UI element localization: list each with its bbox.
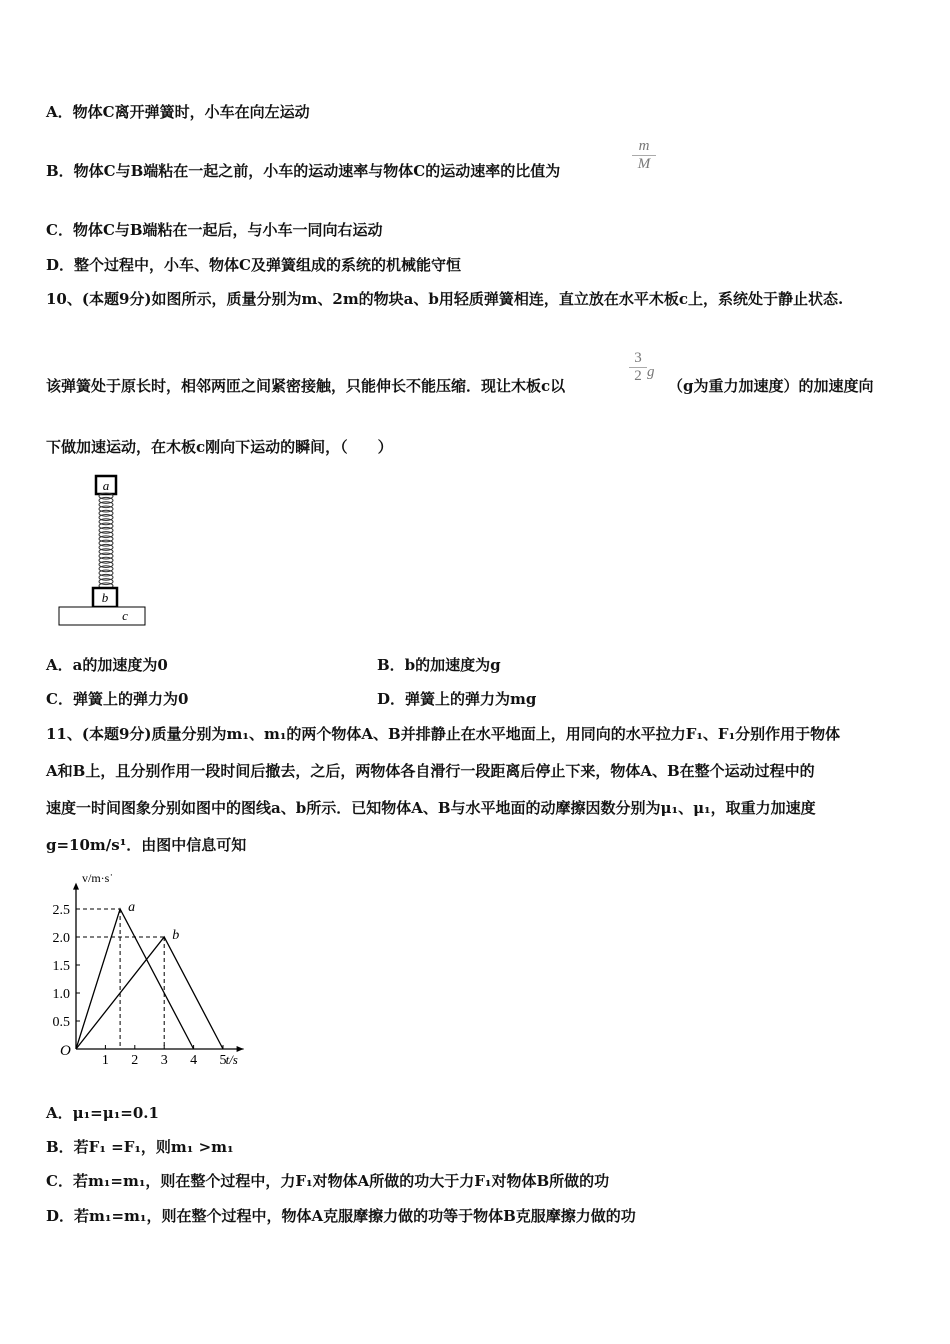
y-tick-label: 2.5 <box>52 903 70 918</box>
q11-option-d: D．若m₁=m₁，则在整个过程中，物体A克服摩擦力做的功等于物体B克服摩擦力做的功 <box>46 1207 636 1225</box>
q10-spring-figure <box>55 472 155 632</box>
x-tick-label: 2 <box>131 1053 139 1068</box>
board-c-label: c <box>122 608 128 623</box>
q11-stem-line4: g=10m/s¹．由图中信息可知 <box>46 836 247 854</box>
q10-option-a: A．a的加速度为0 <box>46 656 168 674</box>
q11-option-a: A．μ₁=μ₁=0.1 <box>46 1104 159 1122</box>
q10-stem-line1: 10、(本题9分)如图所示，质量分别为m、2m的物块a、b用轻质弹簧相连，直立放在水平木板c上，系统处于静止状态. <box>46 290 844 308</box>
q9-option-c: C．物体C与B端粘在一起后，与小车一同向右运动 <box>46 221 383 239</box>
q11-vt-chart <box>40 868 270 1073</box>
q10-stem-g: g <box>647 364 655 380</box>
q9-option-a: A．物体C离开弹簧时，小车在向左运动 <box>46 103 310 121</box>
x-tick-label: 3 <box>160 1053 168 1068</box>
q9-option-b-fraction <box>632 138 656 173</box>
y-tick-label: 1.0 <box>52 987 70 1002</box>
q10-stem-line3: 下做加速运动，在木板c刚向下运动的瞬间，（ ） <box>46 438 393 456</box>
spring <box>99 493 113 589</box>
series-label-a: a <box>128 900 136 915</box>
fraction-numerator: m <box>632 138 656 156</box>
y-axis-arrow <box>73 883 79 890</box>
q9-option-b: B．物体C与B端粘在一起之前，小车的运动速率与物体C的运动速率的比值为 <box>46 162 561 180</box>
q11-stem-line1: 11、(本题9分)质量分别为m₁、m₁的两个物体A、B并排静止在水平地面上，用同向的水平拉力F₁、F₁分别作用于物体 <box>46 725 841 743</box>
y-tick-label: 1.5 <box>52 959 70 974</box>
x-axis-title: t/s <box>225 1052 238 1067</box>
q10-stem-line2b: （g为重力加速度）的加速度向 <box>668 377 874 395</box>
q10-option-b: B．b的加速度为g <box>377 656 501 674</box>
fraction-denominator: M <box>637 156 651 172</box>
q11-option-c: C．若m₁=m₁，则在整个过程中，力F₁对物体A所做的功大于力F₁对物体B所做的功 <box>46 1172 610 1190</box>
origin-label: O <box>60 1043 71 1059</box>
series-label-b: b <box>172 928 180 943</box>
q10-stem-fraction <box>629 350 647 385</box>
x-tick-label: 5 <box>219 1053 227 1068</box>
q11-option-b: B．若F₁ =F₁，则m₁ >m₁ <box>46 1138 234 1156</box>
board-c <box>59 607 145 625</box>
y-tick-label: 2.0 <box>52 931 70 946</box>
q11-stem-line2: A和B上，且分别作用一段时间后撤去，之后，两物体各自滑行一段距离后停止下来，物体A、B在整个运动过程中的 <box>46 762 815 780</box>
q10-stem-line2a: 该弹簧处于原长时，相邻两匝之间紧密接触，只能伸长不能压缩．现让木板c以 <box>46 377 566 395</box>
x-tick-label: 1 <box>101 1053 109 1068</box>
fraction-denominator: 2 <box>634 368 642 384</box>
fraction-numerator: 3 <box>629 350 647 368</box>
y-axis-title: v/m·s˙ <box>82 871 114 885</box>
series-line-b <box>76 937 223 1049</box>
x-tick-label: 4 <box>190 1053 198 1068</box>
q10-option-c: C．弹簧上的弹力为0 <box>46 690 189 708</box>
block-a-label: a <box>102 478 110 493</box>
y-tick-label: 0.5 <box>52 1015 70 1030</box>
q10-option-d: D．弹簧上的弹力为mg <box>377 690 537 708</box>
q9-option-d: D．整个过程中，小车、物体C及弹簧组成的系统的机械能守恒 <box>46 256 461 274</box>
q11-stem-line3: 速度一时间图象分别如图中的图线a、b所示．已知物体A、B与水平地面的动摩擦因数分别为μ₁、μ₁，取重力加速度 <box>46 799 816 817</box>
block-b-label: b <box>101 590 109 605</box>
